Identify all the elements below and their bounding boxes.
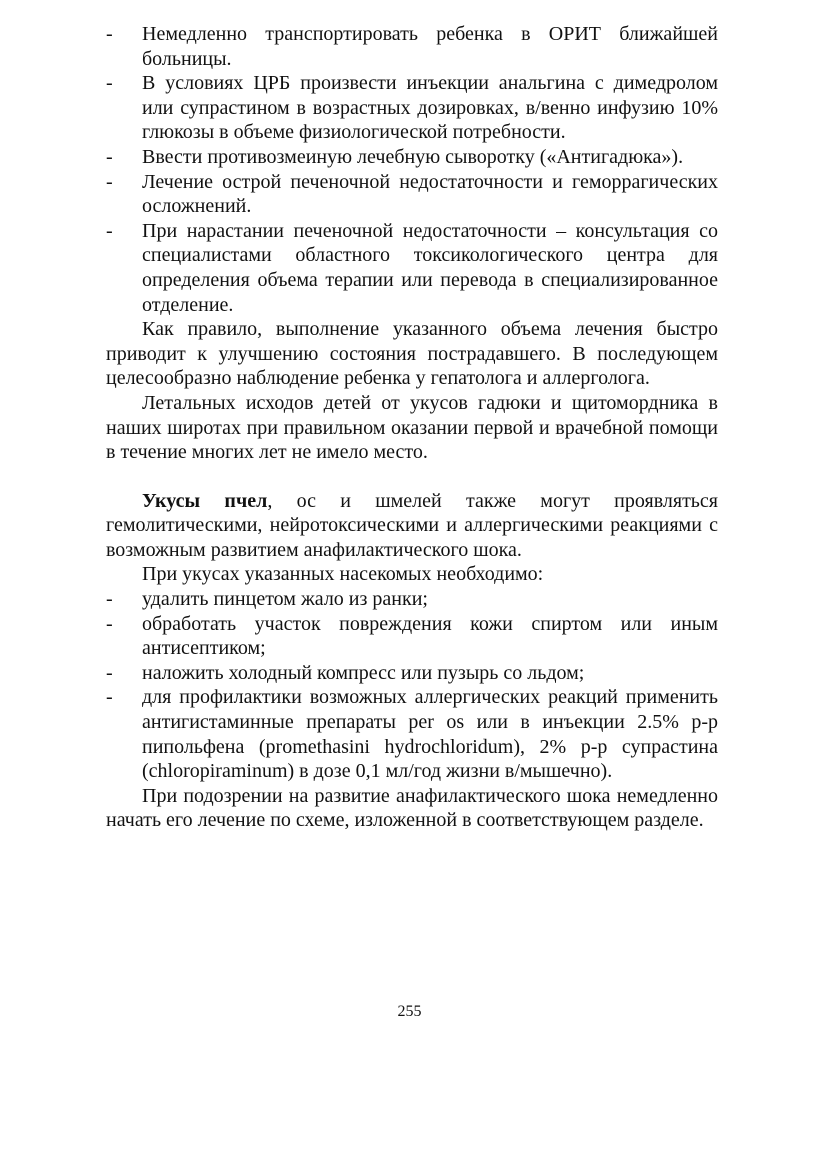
bullet-dash: - [106,219,113,242]
bullet-text: обработать участок повреждения кожи спиртом или иным антисептиком; [142,612,718,660]
bullet-item [106,612,718,661]
bullet-item [106,71,718,145]
bullet-dash: - [106,170,113,193]
bullet-text: Ввести противозмеиную лечебную сыворотку («Антигадюка»). [142,145,684,168]
page-number: 255 [397,1003,422,1020]
bullet-item [106,22,718,71]
paragraph-anaphylaxis: При подозрении на развитие анафилактического шока немедленно начать его лечение по схеме, изложенной в соответствующем разделе. [106,784,718,832]
bullet-dash: - [106,661,113,684]
bullet-dash: - [106,686,113,709]
bullet-text: для профилактики возможных аллергических реакций применить антигистаминные препараты per os или в инъекции 2.5% р-р пипольфена (promethasini hydrochloridum), 2% р-р супрастина (chloropiraminum) в дозе 0,1 мл/год жизни в/мышечно). [142,686,718,783]
bullet-text: удалить пинцетом жало из ранки; [142,588,428,611]
bullet-dash: - [106,145,113,168]
bullet-dash: - [106,612,113,635]
bullet-item [106,685,718,783]
bullet-text: Лечение острой печеночной недостаточности и геморрагических осложнений. [142,170,718,218]
bullet-item [106,587,718,612]
bullet-text: В условиях ЦРБ произвести инъекции анальгина с димедролом или супрастином в возрастных дозировках, в/венно инфузию 10% глюкозы в объеме физиологической потребности. [142,72,718,144]
bullet-item [106,145,718,170]
section-heading: Укусы пчел [142,489,268,512]
bullet-dash: - [106,23,113,45]
page-body [106,22,718,833]
bullet-item [106,219,718,317]
bullet-item [106,170,718,219]
section-intro-text: , ос и шмелей также могут проявляться гемолитическими, нейротоксическими и аллергическими реакциями с возможным развитием анафилактического шока. [106,489,719,561]
bullet-dash: - [106,72,113,95]
bullet-item [106,661,718,686]
section-spacer [106,465,718,489]
paragraph-mortality: Летальных исходов детей от укусов гадюки и щитомордника в наших широтах при правильном оказании первой и врачебной помощи в течение многих лет не имело место. [106,391,718,464]
paragraph-outcome: Как правило, выполнение указанного объема лечения быстро приводит к улучшению состояния пострадавшего. В последующем целесообразно наблюдение ребенка у гепатолога и аллерголога. [106,318,718,390]
bullet-text: наложить холодный компресс или пузырь со льдом; [142,661,585,684]
bullet-dash: - [106,588,113,611]
paragraph-instructions: При укусах указанных насекомых необходимо: [142,563,544,586]
bullet-text: Немедленно транспортировать ребенка в ОРИТ ближайшей больницы. [142,23,718,70]
section-intro [106,489,718,563]
bullet-text: При нарастании печеночной недостаточности – консультация со специалистами областного токсикологического центра для определения объема терапии или перевода в специализированное отделение. [142,219,718,316]
